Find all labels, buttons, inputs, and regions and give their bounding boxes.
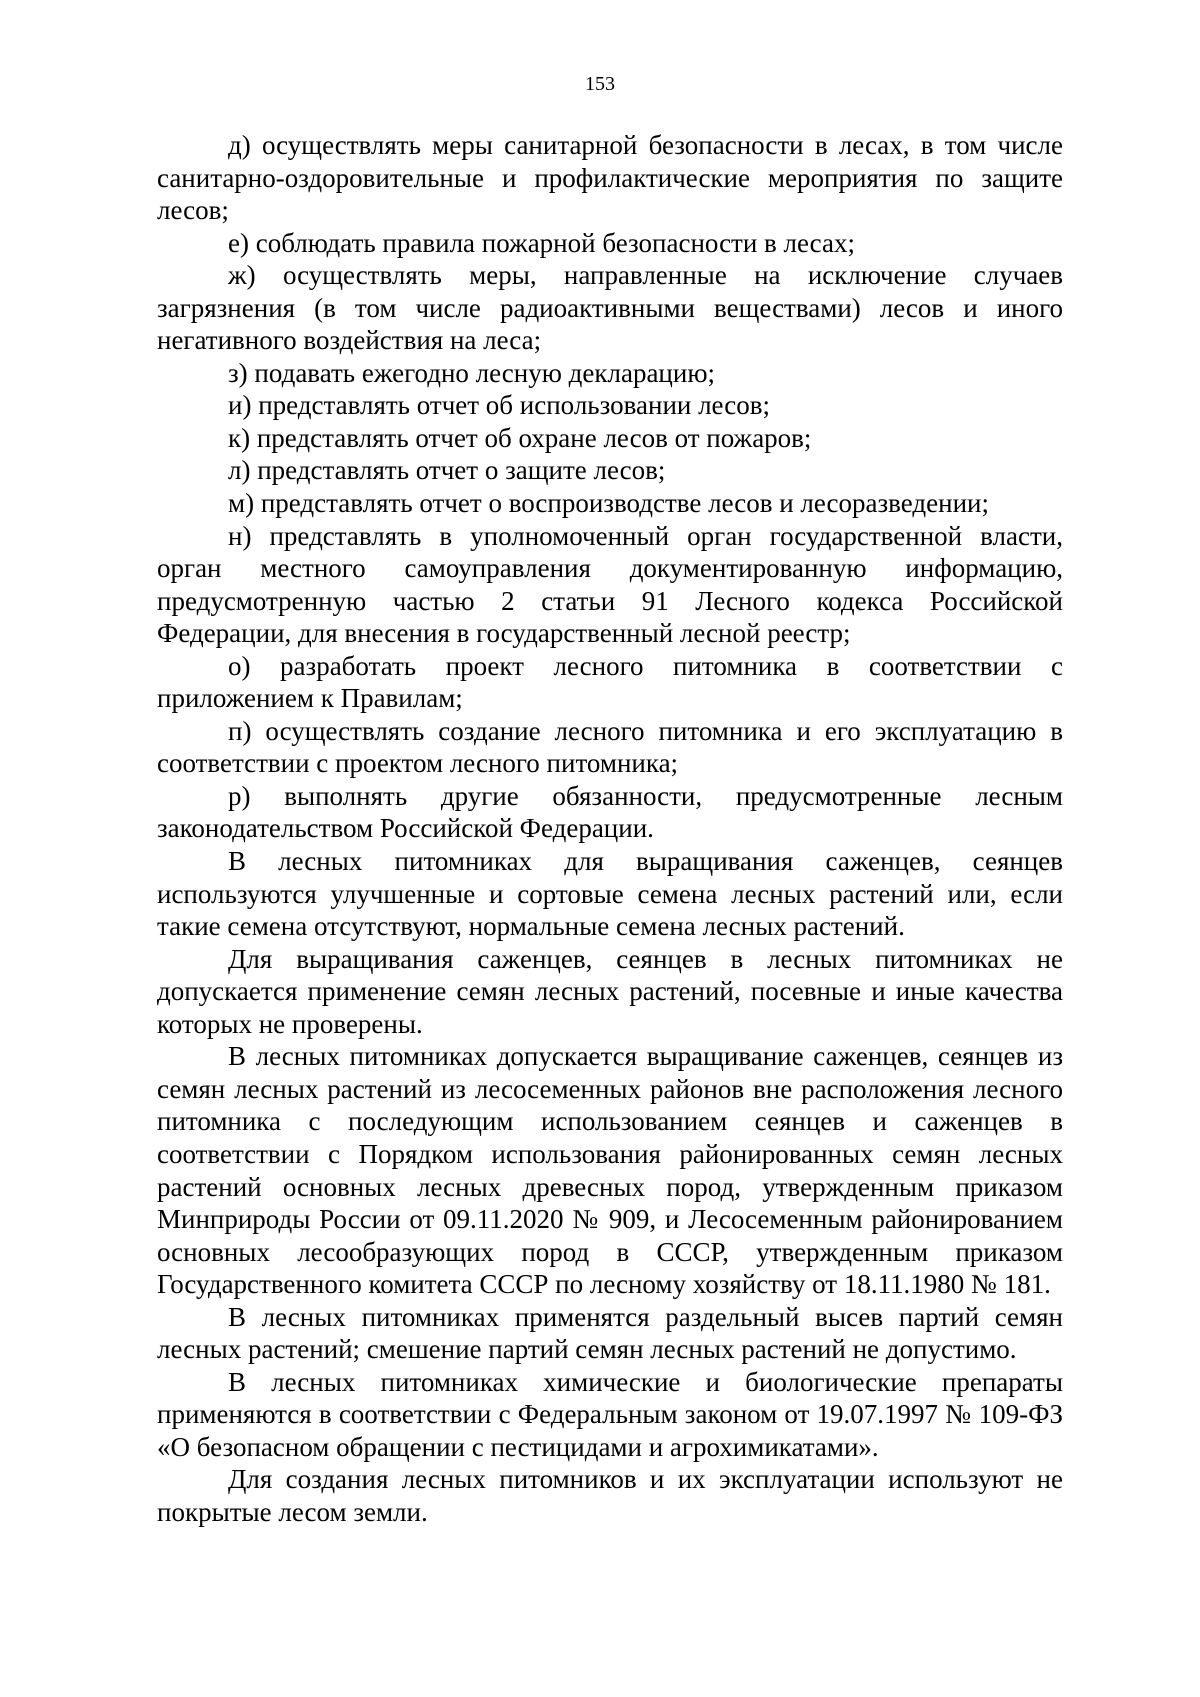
paragraph-chemicals: В лесных питомниках химические и биологические препараты применяются в соответствии с Федеральным законом от 19.07.1997 № 109-ФЗ «О безопасном обращении с пестицидами и агрохимикатами».	[157, 1366, 1063, 1462]
paragraph-item-i: и) представлять отчет об использовании лесов;	[228, 390, 770, 421]
paragraph-item-z: з) подавать ежегодно лесную декларацию;	[228, 357, 716, 388]
paragraph-item-l: л) представлять отчет о защите лесов;	[228, 455, 666, 486]
paragraph-seeds-quality: В лесных питомниках для выращивания саженцев, сеянцев используются улучшенные и сортовые семена лесных растений или, если такие семена отсутствуют, нормальные семена лесных растений.	[157, 846, 1063, 942]
paragraph-item-n: н) представлять в уполномоченный орган государственной власти, орган местного самоуправления документированную информацию, предусмотренную частью 2 статьи 91 Лесного кодекса Российской Федерации, для внесения в государственный лесной реестр;	[157, 520, 1063, 649]
paragraph-seed-regions: В лесных питомниках допускается выращивание саженцев, сеянцев из семян лесных растений из лесосеменных районов вне расположения лесного питомника с последующим использованием сеянцев и саженцев в соответствии с Порядком использования районированных семян лесных растений основных лесных древесных пород, утвержденным приказом Минприроды России от 09.11.2020 № 909, и Лесосеменным районированием основных лесообразующих пород в СССР, утвержденным приказом Государственного комитета СССР по лесному хозяйству от 18.11.1980 № 181.	[157, 1041, 1063, 1300]
paragraph-item-zh: ж) осуществлять меры, направленные на исключение случаев загрязнения (в том числе радиоактивными веществами) лесов и иного негативного воздействия на леса;	[157, 260, 1063, 356]
paragraph-item-m: м) представлять отчет о воспроизводстве лесов и лесоразведении;	[228, 488, 989, 519]
paragraph-item-p: п) осуществлять создание лесного питомника и его эксплуатацию в соответствии с проектом лесного питомника;	[157, 715, 1063, 779]
paragraph-seeds-unchecked: Для выращивания саженцев, сеянцев в лесных питомниках не допускается применение семян лесных растений, посевные и иные качества которых не проверены.	[157, 943, 1063, 1039]
page-number: 153	[585, 73, 615, 95]
paragraph-land-use: Для создания лесных питомников и их эксплуатации используют не покрытые лесом земли.	[157, 1464, 1063, 1527]
paragraph-item-e: е) соблюдать правила пожарной безопасности в лесах;	[228, 227, 855, 258]
paragraph-item-d: д) осуществлять меры санитарной безопасности в лесах, в том числе санитарно-оздоровительные и профилактические мероприятия по защите лесов;	[157, 130, 1063, 226]
paragraph-item-k: к) представлять отчет об охране лесов от пожаров;	[228, 422, 812, 453]
document-body	[157, 129, 1063, 1529]
paragraph-item-r: р) выполнять другие обязанности, предусмотренные лесным законодательством Российской Федерации.	[157, 780, 1063, 844]
paragraph-separate-sowing: В лесных питомниках применятся раздельный высев партий семян лесных растений; смешение партий семян лесных растений не допустимо.	[157, 1301, 1063, 1365]
paragraph-item-o: о) разработать проект лесного питомника в соответствии с приложением к Правилам;	[157, 650, 1063, 714]
